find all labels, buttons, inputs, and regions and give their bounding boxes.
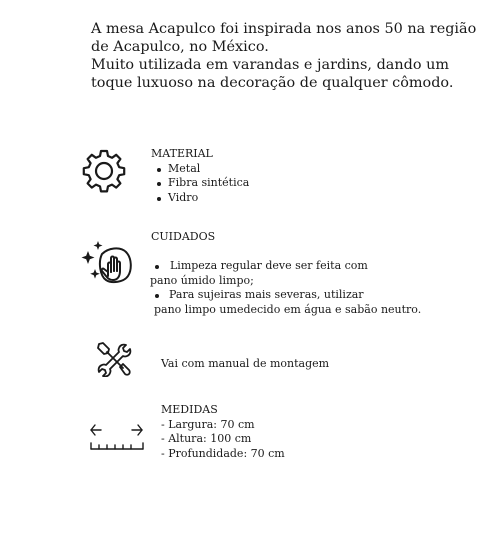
cuidados-item-1: Limpeza regular deve ser feita com — [151, 259, 421, 274]
montagem-text: Vai com manual de montagem — [161, 357, 330, 370]
cuidados-item-2: Para sujeiras mais severas, utilizar — [151, 288, 421, 303]
material-item: Metal — [151, 162, 249, 177]
montagem-section — [161, 357, 329, 372]
description-paragraph-2: Muito utilizada em varandas e jardins, dando um toque luxuoso na decoração de qualquer cômodo. — [91, 57, 454, 91]
cuidados-heading: CUIDADOS — [151, 230, 216, 243]
material-list — [151, 162, 249, 206]
medidas-largura: - Largura: 70 cm — [161, 417, 255, 431]
tools-icon — [96, 341, 132, 377]
cuidados-list-2 — [151, 288, 421, 303]
material-item: Vidro — [151, 191, 249, 206]
material-item: Fibra sintética — [151, 176, 249, 191]
medidas-profundidade: - Profundidade: 70 cm — [161, 446, 285, 460]
medidas-section — [161, 403, 285, 461]
medidas-heading: MEDIDAS — [161, 403, 218, 416]
cuidados-item-2-continuation: pano limpo umedecido em água e sabão neutro. — [154, 302, 422, 316]
product-description — [91, 20, 486, 92]
material-heading: MATERIAL — [151, 147, 213, 160]
cuidados-instructions — [151, 259, 421, 317]
cuidados-item-1-continuation: pano úmido limpo; — [150, 273, 254, 287]
gear-icon — [81, 148, 127, 194]
description-paragraph-1: A mesa Acapulco foi inspirada nos anos 50 na região de Acapulco, no México. — [91, 21, 477, 55]
material-section — [151, 147, 249, 205]
medidas-altura: - Altura: 100 cm — [161, 432, 252, 445]
ruler-icon — [88, 420, 146, 454]
cuidados-section — [151, 230, 215, 245]
cleaning-hand-icon — [80, 238, 136, 288]
cuidados-list — [151, 259, 421, 274]
